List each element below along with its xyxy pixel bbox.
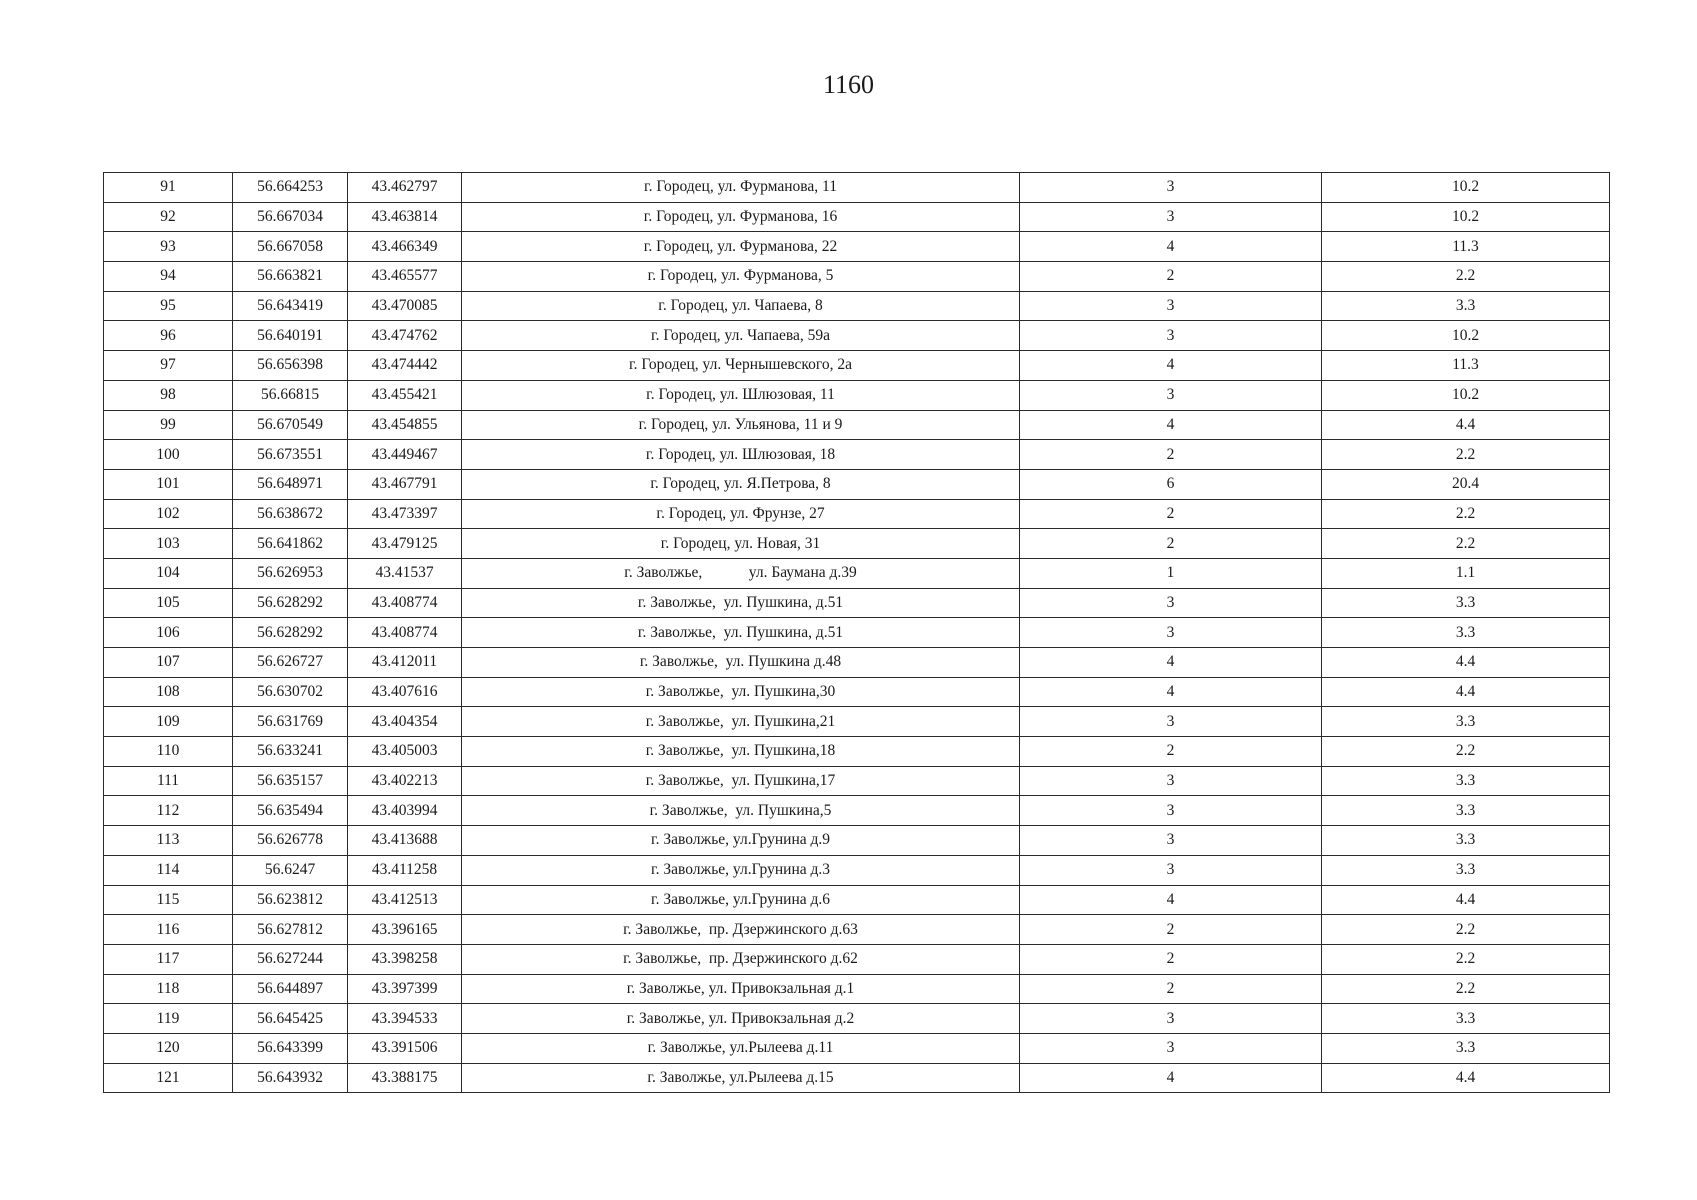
latitude-cell: 56.627244: [233, 944, 348, 974]
longitude-cell: 43.397399: [348, 974, 462, 1004]
row-number-cell: 121: [104, 1063, 233, 1093]
latitude-cell: 56.638672: [233, 499, 348, 529]
latitude-cell: 56.648971: [233, 469, 348, 499]
table-row: [104, 232, 1610, 262]
longitude-cell: 43.413688: [348, 826, 462, 856]
volume-cell: 2.2: [1322, 529, 1610, 559]
row-number-cell: 94: [104, 262, 233, 292]
latitude-cell: 56.644897: [233, 974, 348, 1004]
row-number-cell: 107: [104, 648, 233, 678]
container-sites-table: [103, 172, 1610, 1093]
container-count-cell: 4: [1020, 677, 1322, 707]
container-count-cell: 3: [1020, 796, 1322, 826]
address-cell: г. Заволжье, ул. Пушкина,5: [462, 796, 1020, 826]
container-count-cell: 2: [1020, 262, 1322, 292]
table-row: [104, 1063, 1610, 1093]
container-count-cell: 3: [1020, 707, 1322, 737]
latitude-cell: 56.627812: [233, 915, 348, 945]
longitude-cell: 43.465577: [348, 262, 462, 292]
address-cell: г. Заволжье, ул. Пушкина, д.51: [462, 588, 1020, 618]
latitude-cell: 56.667034: [233, 202, 348, 232]
volume-cell: 11.3: [1322, 351, 1610, 381]
table-row: [104, 380, 1610, 410]
longitude-cell: 43.408774: [348, 618, 462, 648]
container-count-cell: 1: [1020, 558, 1322, 588]
latitude-cell: 56.626778: [233, 826, 348, 856]
volume-cell: 3.3: [1322, 707, 1610, 737]
table-row: [104, 796, 1610, 826]
volume-cell: 2.2: [1322, 499, 1610, 529]
volume-cell: 3.3: [1322, 1004, 1610, 1034]
latitude-cell: 56.670549: [233, 410, 348, 440]
latitude-cell: 56.643932: [233, 1063, 348, 1093]
container-count-cell: 2: [1020, 915, 1322, 945]
longitude-cell: 43.412011: [348, 648, 462, 678]
latitude-cell: 56.66815: [233, 380, 348, 410]
latitude-cell: 56.640191: [233, 321, 348, 351]
longitude-cell: 43.398258: [348, 944, 462, 974]
longitude-cell: 43.411258: [348, 855, 462, 885]
address-cell: г. Заволжье, ул. Пушкина,30: [462, 677, 1020, 707]
table-row: [104, 202, 1610, 232]
table-row: [104, 321, 1610, 351]
table-row: [104, 944, 1610, 974]
longitude-cell: 43.466349: [348, 232, 462, 262]
address-cell: г. Городец, ул. Я.Петрова, 8: [462, 469, 1020, 499]
latitude-cell: 56.643419: [233, 291, 348, 321]
address-cell: г. Заволжье, ул.Рылеева д.15: [462, 1063, 1020, 1093]
latitude-cell: 56.673551: [233, 440, 348, 470]
address-cell: г. Заволжье, ул. Пушкина д.48: [462, 648, 1020, 678]
container-count-cell: 2: [1020, 974, 1322, 1004]
table-row: [104, 974, 1610, 1004]
address-cell: г. Заволжье, ул. Пушкина,21: [462, 707, 1020, 737]
row-number-cell: 116: [104, 915, 233, 945]
container-count-cell: 4: [1020, 885, 1322, 915]
address-cell: г. Городец, ул. Ульянова, 11 и 9: [462, 410, 1020, 440]
table-row: [104, 588, 1610, 618]
address-cell: г. Заволжье, ул.Рылеева д.11: [462, 1033, 1020, 1063]
volume-cell: 2.2: [1322, 944, 1610, 974]
latitude-cell: 56.656398: [233, 351, 348, 381]
volume-cell: 3.3: [1322, 766, 1610, 796]
address-cell: г. Городец, ул. Чернышевского, 2а: [462, 351, 1020, 381]
container-count-cell: 4: [1020, 232, 1322, 262]
address-cell: г. Заволжье, ул. Пушкина,18: [462, 737, 1020, 767]
row-number-cell: 91: [104, 173, 233, 203]
longitude-cell: 43.455421: [348, 380, 462, 410]
volume-cell: 2.2: [1322, 440, 1610, 470]
row-number-cell: 105: [104, 588, 233, 618]
row-number-cell: 119: [104, 1004, 233, 1034]
table-row: [104, 618, 1610, 648]
row-number-cell: 106: [104, 618, 233, 648]
address-cell: г. Заволжье, ул.Грунина д.3: [462, 855, 1020, 885]
container-count-cell: 3: [1020, 588, 1322, 618]
longitude-cell: 43.407616: [348, 677, 462, 707]
volume-cell: 3.3: [1322, 796, 1610, 826]
longitude-cell: 43.408774: [348, 588, 462, 618]
longitude-cell: 43.463814: [348, 202, 462, 232]
container-count-cell: 2: [1020, 440, 1322, 470]
longitude-cell: 43.479125: [348, 529, 462, 559]
address-cell: г. Заволжье, ул. Привокзальная д.2: [462, 1004, 1020, 1034]
container-count-cell: 2: [1020, 499, 1322, 529]
table-row: [104, 558, 1610, 588]
table-row: [104, 410, 1610, 440]
latitude-cell: 56.664253: [233, 173, 348, 203]
volume-cell: 2.2: [1322, 974, 1610, 1004]
row-number-cell: 100: [104, 440, 233, 470]
row-number-cell: 120: [104, 1033, 233, 1063]
row-number-cell: 102: [104, 499, 233, 529]
table-row: [104, 677, 1610, 707]
longitude-cell: 43.404354: [348, 707, 462, 737]
latitude-cell: 56.645425: [233, 1004, 348, 1034]
longitude-cell: 43.474762: [348, 321, 462, 351]
row-number-cell: 118: [104, 974, 233, 1004]
row-number-cell: 96: [104, 321, 233, 351]
container-count-cell: 3: [1020, 380, 1322, 410]
container-count-cell: 3: [1020, 321, 1322, 351]
container-count-cell: 4: [1020, 1063, 1322, 1093]
container-count-cell: 2: [1020, 529, 1322, 559]
container-count-cell: 3: [1020, 291, 1322, 321]
container-count-cell: 3: [1020, 618, 1322, 648]
table-row: [104, 826, 1610, 856]
longitude-cell: 43.449467: [348, 440, 462, 470]
address-cell: г. Городец, ул. Фурманова, 5: [462, 262, 1020, 292]
volume-cell: 10.2: [1322, 380, 1610, 410]
latitude-cell: 56.663821: [233, 262, 348, 292]
volume-cell: 2.2: [1322, 262, 1610, 292]
table-row: [104, 707, 1610, 737]
container-count-cell: 2: [1020, 944, 1322, 974]
container-count-cell: 3: [1020, 826, 1322, 856]
address-cell: г. Городец, ул. Фрунзе, 27: [462, 499, 1020, 529]
latitude-cell: 56.635157: [233, 766, 348, 796]
row-number-cell: 112: [104, 796, 233, 826]
volume-cell: 4.4: [1322, 1063, 1610, 1093]
address-cell: г. Городец, ул. Фурманова, 16: [462, 202, 1020, 232]
row-number-cell: 93: [104, 232, 233, 262]
volume-cell: 3.3: [1322, 826, 1610, 856]
table-row: [104, 291, 1610, 321]
longitude-cell: 43.412513: [348, 885, 462, 915]
table-row: [104, 529, 1610, 559]
volume-cell: 3.3: [1322, 588, 1610, 618]
table-row: [104, 648, 1610, 678]
container-count-cell: 4: [1020, 351, 1322, 381]
table-row: [104, 469, 1610, 499]
row-number-cell: 98: [104, 380, 233, 410]
volume-cell: 4.4: [1322, 885, 1610, 915]
longitude-cell: 43.402213: [348, 766, 462, 796]
latitude-cell: 56.623812: [233, 885, 348, 915]
row-number-cell: 104: [104, 558, 233, 588]
row-number-cell: 95: [104, 291, 233, 321]
volume-cell: 20.4: [1322, 469, 1610, 499]
address-cell: г. Городец, ул. Чапаева, 59а: [462, 321, 1020, 351]
table-row: [104, 885, 1610, 915]
container-count-cell: 3: [1020, 1033, 1322, 1063]
volume-cell: 3.3: [1322, 291, 1610, 321]
address-cell: г. Городец, ул. Шлюзовая, 18: [462, 440, 1020, 470]
table-row: [104, 1033, 1610, 1063]
address-cell: г. Заволжье, ул. Пушкина,17: [462, 766, 1020, 796]
table-row: [104, 262, 1610, 292]
table-row: [104, 351, 1610, 381]
row-number-cell: 117: [104, 944, 233, 974]
longitude-cell: 43.394533: [348, 1004, 462, 1034]
latitude-cell: 56.631769: [233, 707, 348, 737]
container-count-cell: 3: [1020, 766, 1322, 796]
container-count-cell: 3: [1020, 202, 1322, 232]
address-cell: г. Заволжье, ул. Пушкина, д.51: [462, 618, 1020, 648]
longitude-cell: 43.473397: [348, 499, 462, 529]
volume-cell: 11.3: [1322, 232, 1610, 262]
address-cell: г. Заволжье, пр. Дзержинского д.63: [462, 915, 1020, 945]
latitude-cell: 56.6247: [233, 855, 348, 885]
row-number-cell: 99: [104, 410, 233, 440]
address-cell: г. Городец, ул. Новая, 31: [462, 529, 1020, 559]
address-cell: г. Заволжье, ул. Баумана д.39: [462, 558, 1020, 588]
longitude-cell: 43.41537: [348, 558, 462, 588]
latitude-cell: 56.641862: [233, 529, 348, 559]
container-count-cell: 3: [1020, 173, 1322, 203]
row-number-cell: 108: [104, 677, 233, 707]
volume-cell: 3.3: [1322, 855, 1610, 885]
volume-cell: 1.1: [1322, 558, 1610, 588]
latitude-cell: 56.643399: [233, 1033, 348, 1063]
longitude-cell: 43.388175: [348, 1063, 462, 1093]
longitude-cell: 43.403994: [348, 796, 462, 826]
volume-cell: 2.2: [1322, 915, 1610, 945]
latitude-cell: 56.628292: [233, 588, 348, 618]
table-body: [104, 173, 1610, 1093]
row-number-cell: 115: [104, 885, 233, 915]
row-number-cell: 109: [104, 707, 233, 737]
container-count-cell: 3: [1020, 1004, 1322, 1034]
volume-cell: 4.4: [1322, 677, 1610, 707]
volume-cell: 10.2: [1322, 173, 1610, 203]
longitude-cell: 43.474442: [348, 351, 462, 381]
address-cell: г. Городец, ул. Шлюзовая, 11: [462, 380, 1020, 410]
row-number-cell: 114: [104, 855, 233, 885]
latitude-cell: 56.633241: [233, 737, 348, 767]
longitude-cell: 43.391506: [348, 1033, 462, 1063]
address-cell: г. Городец, ул. Фурманова, 11: [462, 173, 1020, 203]
latitude-cell: 56.626953: [233, 558, 348, 588]
volume-cell: 4.4: [1322, 410, 1610, 440]
table-row: [104, 173, 1610, 203]
volume-cell: 3.3: [1322, 618, 1610, 648]
container-count-cell: 4: [1020, 410, 1322, 440]
address-cell: г. Заволжье, ул. Привокзальная д.1: [462, 974, 1020, 1004]
page-number: 1160: [822, 70, 875, 99]
container-count-cell: 4: [1020, 648, 1322, 678]
table-row: [104, 766, 1610, 796]
latitude-cell: 56.667058: [233, 232, 348, 262]
latitude-cell: 56.626727: [233, 648, 348, 678]
table-row: [104, 915, 1610, 945]
volume-cell: 4.4: [1322, 648, 1610, 678]
latitude-cell: 56.628292: [233, 618, 348, 648]
row-number-cell: 101: [104, 469, 233, 499]
longitude-cell: 43.467791: [348, 469, 462, 499]
volume-cell: 10.2: [1322, 202, 1610, 232]
longitude-cell: 43.454855: [348, 410, 462, 440]
volume-cell: 2.2: [1322, 737, 1610, 767]
table-row: [104, 440, 1610, 470]
volume-cell: 10.2: [1322, 321, 1610, 351]
row-number-cell: 113: [104, 826, 233, 856]
container-count-cell: 2: [1020, 737, 1322, 767]
latitude-cell: 56.630702: [233, 677, 348, 707]
container-count-cell: 3: [1020, 855, 1322, 885]
volume-cell: 3.3: [1322, 1033, 1610, 1063]
table-row: [104, 499, 1610, 529]
row-number-cell: 92: [104, 202, 233, 232]
latitude-cell: 56.635494: [233, 796, 348, 826]
table-row: [104, 1004, 1610, 1034]
address-cell: г. Заволжье, ул.Грунина д.9: [462, 826, 1020, 856]
address-cell: г. Городец, ул. Чапаева, 8: [462, 291, 1020, 321]
row-number-cell: 111: [104, 766, 233, 796]
longitude-cell: 43.462797: [348, 173, 462, 203]
table-row: [104, 737, 1610, 767]
row-number-cell: 97: [104, 351, 233, 381]
address-cell: г. Заволжье, ул.Грунина д.6: [462, 885, 1020, 915]
longitude-cell: 43.405003: [348, 737, 462, 767]
longitude-cell: 43.470085: [348, 291, 462, 321]
row-number-cell: 110: [104, 737, 233, 767]
container-count-cell: 6: [1020, 469, 1322, 499]
longitude-cell: 43.396165: [348, 915, 462, 945]
table-row: [104, 855, 1610, 885]
address-cell: г. Городец, ул. Фурманова, 22: [462, 232, 1020, 262]
row-number-cell: 103: [104, 529, 233, 559]
address-cell: г. Заволжье, пр. Дзержинского д.62: [462, 944, 1020, 974]
